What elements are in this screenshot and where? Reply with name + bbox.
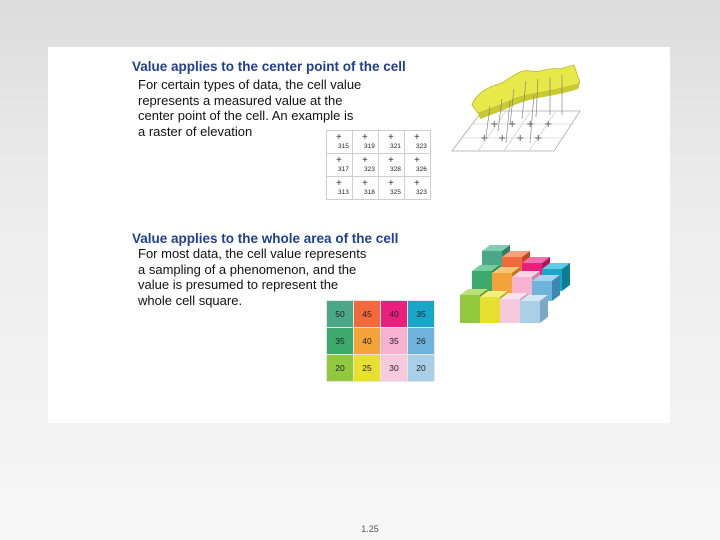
grid-cell: + 321	[379, 131, 405, 154]
grid-cell: + 317	[327, 154, 353, 177]
text-line: For most data, the cell value represents	[138, 246, 367, 261]
grid-cell: + 315	[327, 131, 353, 154]
svg-text:+: +	[526, 119, 535, 130]
grid-cell: + 319	[353, 131, 379, 154]
grid-cell: 45	[354, 301, 380, 327]
text-line: represents a measured value at the	[138, 92, 343, 108]
text-line: whole cell square.	[138, 292, 243, 308]
area-value-grid	[326, 300, 435, 382]
page-number: 1.25	[361, 524, 379, 534]
grid-cell: 35	[381, 328, 407, 354]
elevation-surface-illustration	[450, 59, 582, 155]
grid-cell: + 326	[405, 154, 431, 177]
grid-cell: 20	[327, 355, 353, 381]
grid-cell: + 328	[379, 154, 405, 177]
grid-cell: 40	[354, 328, 380, 354]
text-line: For certain types of data, the cell value	[138, 77, 362, 92]
3d-block-illustration	[458, 241, 576, 327]
heading-center-point: Value applies to the center point of the cell	[132, 59, 406, 74]
grid-cell: + 323	[405, 177, 431, 200]
grid-cell: + 313	[327, 177, 353, 200]
text-line: value is presumed to represent the	[138, 277, 339, 293]
svg-text:+: +	[544, 119, 553, 130]
grid-cell: 35	[327, 328, 353, 354]
svg-text:+: +	[508, 119, 517, 130]
grid-cell: 35	[408, 301, 434, 327]
svg-text:+: +	[498, 133, 507, 144]
grid-cell: 30	[381, 355, 407, 381]
heading-whole-area: Value applies to the whole area of the cell	[132, 231, 399, 246]
text-line: a sampling of a phenomenon, and the	[138, 261, 357, 277]
grid-cell: 40	[381, 301, 407, 327]
text-line: a raster of elevation	[138, 123, 253, 139]
grid-cell: 50	[327, 301, 353, 327]
svg-text:+: +	[490, 119, 499, 130]
svg-text:+: +	[534, 133, 543, 144]
grid-cell: + 323	[405, 131, 431, 154]
text-line: center point of the cell. An example is	[138, 108, 354, 124]
slide	[48, 47, 670, 423]
grid-cell: + 318	[353, 177, 379, 200]
grid-cell: + 323	[353, 154, 379, 177]
elevation-grid	[326, 130, 431, 200]
grid-cell: + 325	[379, 177, 405, 200]
grid-cell: 20	[408, 355, 434, 381]
grid-cell: 26	[408, 328, 434, 354]
grid-cell: 25	[354, 355, 380, 381]
svg-text:+: +	[480, 133, 489, 144]
svg-text:+: +	[516, 133, 525, 144]
